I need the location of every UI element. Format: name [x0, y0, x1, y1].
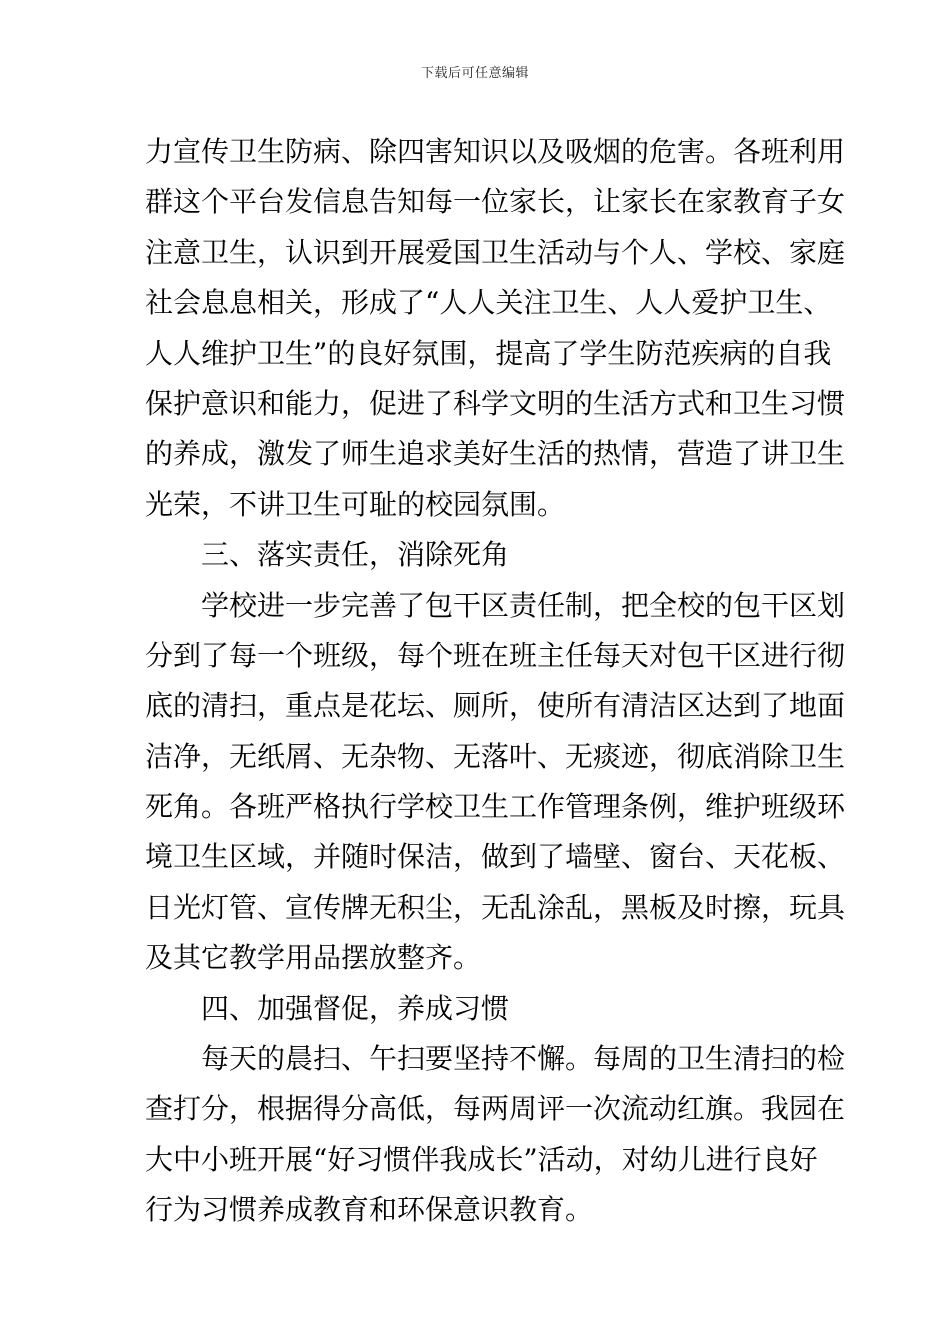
text-line: 社会息息相关，形成了“人人关注卫生、人人爱护卫生、	[145, 286, 832, 320]
document-body	[145, 127, 846, 1236]
text-line: 洁净，无纸屑、无杂物、无落叶、无痰迹，彻底消除卫生	[145, 739, 846, 773]
text-line: 行为习惯养成教育和环保意识教育。	[145, 1193, 594, 1227]
text-line: 每天的晨扫、午扫要坚持不懈。每周的卫生清扫的检	[201, 1042, 846, 1076]
text-line: 人人维护卫生”的良好氛围，提高了学生防范疾病的自我	[145, 336, 832, 370]
text-line: 死角。各班严格执行学校卫生工作管理条例，维护班级环	[145, 790, 846, 824]
text-line: 大中小班开展“好习惯伴我成长”活动，对幼儿进行良好	[145, 1142, 818, 1176]
text-line: 的养成，激发了师生追求美好生活的热情，营造了讲卫生	[145, 437, 846, 471]
text-line: 及其它教学用品摆放整齐。	[145, 941, 482, 975]
text-line: 境卫生区域，并随时保洁，做到了墙壁、窗台、天花板、	[145, 840, 846, 874]
text-line: 力宣传卫生防病、除四害知识以及吸烟的危害。各班利用	[145, 135, 846, 168]
text-line: 群这个平台发信息告知每一位家长，让家长在家教育子女	[145, 185, 846, 219]
text-line: 查打分，根据得分高低，每两周评一次流动红旗。我园在	[145, 1092, 846, 1126]
text-line: 光荣，不讲卫生可耻的校园氛围。	[145, 487, 566, 521]
text-line: 底的清扫，重点是花坛、厕所，使所有清洁区达到了地面	[145, 689, 846, 723]
text-line: 保护意识和能力，促进了科学文明的生活方式和卫生习惯	[145, 386, 846, 420]
text-line: 注意卫生，认识到开展爱国卫生活动与个人、学校、家庭	[145, 235, 846, 269]
page-header: 下载后可任意编辑	[420, 66, 529, 81]
section-heading: 四、加强督促，养成习惯	[201, 991, 510, 1025]
section-heading: 三、落实责任，消除死角	[201, 538, 510, 572]
text-line: 日光灯管、宣传牌无积尘，无乱涂乱，黑板及时擦，玩具	[145, 890, 846, 924]
text-line: 分到了每一个班级，每个班在班主任每天对包干区进行彻	[145, 638, 846, 672]
text-line: 学校进一步完善了包干区责任制，把全校的包干区划	[201, 588, 846, 622]
